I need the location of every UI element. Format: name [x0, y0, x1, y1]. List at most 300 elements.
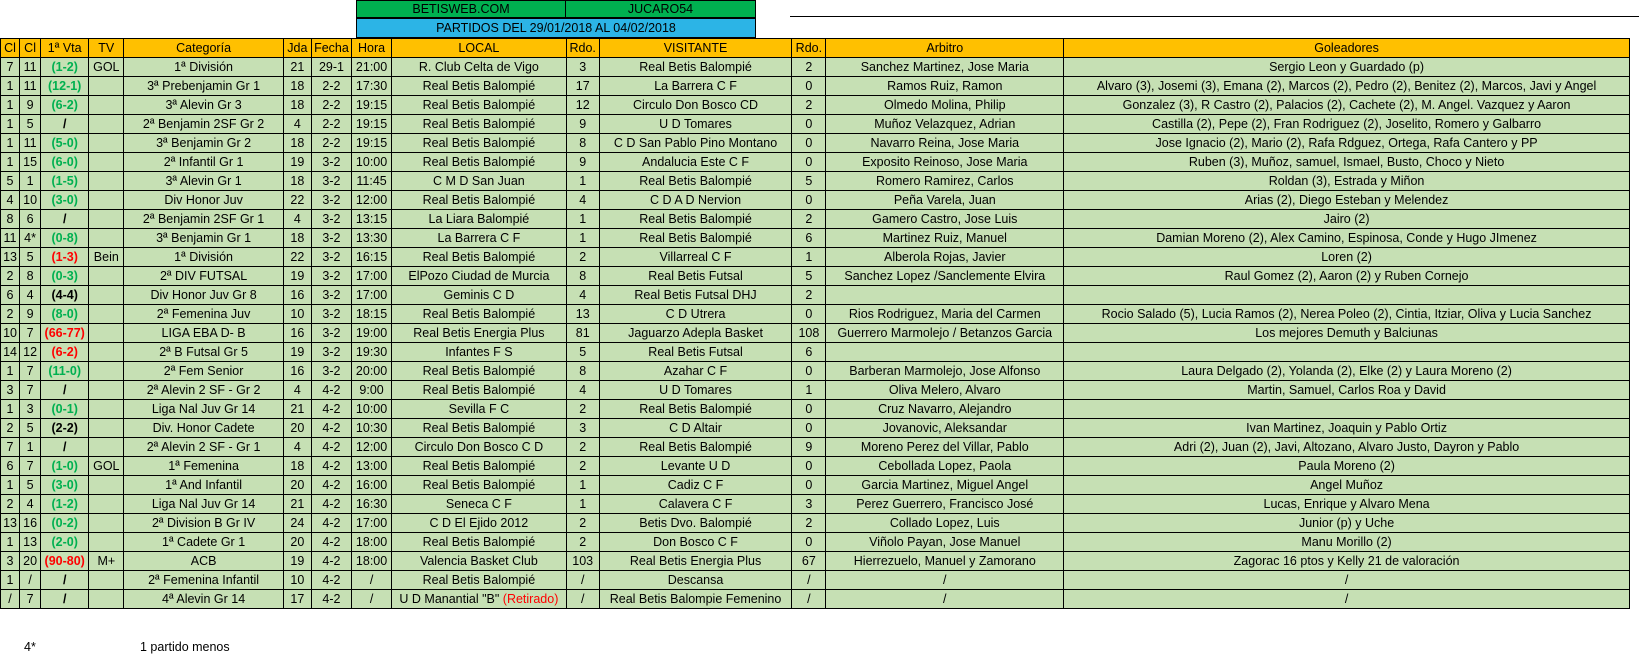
cell-matchday: 19 [283, 343, 311, 362]
cell-time: 16:30 [352, 495, 392, 514]
cell-tv [89, 77, 124, 96]
cell-home: C D El Ejido 2012 [392, 514, 567, 533]
cell-away-score: 0 [792, 191, 826, 210]
first-leg-score: (1-5) [51, 174, 78, 188]
cell-matchday: 10 [283, 305, 311, 324]
cell-first-leg [41, 96, 89, 115]
cell-cl1: 2 [1, 305, 20, 324]
cell-category: 2ª Femenina Juv [124, 305, 283, 324]
table-row [1, 590, 1630, 609]
cell-referee: Rios Rodriguez, Maria del Carmen [826, 305, 1064, 324]
first-leg-score: (6-0) [51, 155, 78, 169]
cell-cl2: 4 [20, 495, 41, 514]
cell-category: Div. Honor Cadete [124, 419, 283, 438]
cell-cl1: 7 [1, 58, 20, 77]
cell-away: Real Betis Balompié [599, 210, 792, 229]
column-header: Categoría [124, 39, 283, 58]
cell-category: 4ª Alevin Gr 14 [124, 590, 283, 609]
cell-tv [89, 381, 124, 400]
table-row [1, 210, 1630, 229]
cell-first-leg [41, 115, 89, 134]
first-leg-score: (6-2) [51, 98, 78, 112]
withdrawn-note: (Retirado) [502, 592, 559, 606]
cell-tv [89, 96, 124, 115]
cell-home-score: / [566, 571, 599, 590]
first-leg-score: (0-8) [51, 231, 78, 245]
cell-category: 1ª División [124, 58, 283, 77]
cell-home: Real Betis Balompié [392, 115, 567, 134]
cell-referee [826, 286, 1064, 305]
cell-cl1: 2 [1, 267, 20, 286]
cell-matchday: 20 [283, 419, 311, 438]
table-row [1, 514, 1630, 533]
first-leg-score: / [62, 573, 67, 587]
cell-home: Valencia Basket Club [392, 552, 567, 571]
cell-cl2: 15 [20, 153, 41, 172]
cell-tv [89, 134, 124, 153]
cell-cl1: 6 [1, 286, 20, 305]
cell-first-leg [41, 400, 89, 419]
cell-matchday: 21 [283, 58, 311, 77]
cell-tv [89, 362, 124, 381]
table-row [1, 267, 1630, 286]
column-header: LOCAL [392, 39, 567, 58]
period-title: PARTIDOS DEL 29/01/2018 AL 04/02/2018 [356, 18, 756, 38]
cell-referee: Olmedo Molina, Philip [826, 96, 1064, 115]
cell-scorers: Ivan Martinez, Joaquin y Pablo Ortiz [1064, 419, 1630, 438]
cell-home: Real Betis Balompié [392, 96, 567, 115]
cell-away: Descansa [599, 571, 792, 590]
cell-cl1: 1 [1, 115, 20, 134]
cell-cl2: 7 [20, 324, 41, 343]
cell-away-score: 1 [792, 381, 826, 400]
cell-date: 4-2 [311, 400, 351, 419]
cell-date: 4-2 [311, 476, 351, 495]
cell-first-leg [41, 533, 89, 552]
cell-category: LIGA EBA D- B [124, 324, 283, 343]
cell-home: Sevilla F C [392, 400, 567, 419]
table-row [1, 77, 1630, 96]
cell-scorers [1064, 286, 1630, 305]
cell-first-leg [41, 248, 89, 267]
cell-date: 29-1 [311, 58, 351, 77]
cell-away-score: 2 [792, 58, 826, 77]
cell-first-leg [41, 153, 89, 172]
first-leg-score: (5-0) [51, 136, 78, 150]
cell-date: 2-2 [311, 77, 351, 96]
cell-away: Calavera C F [599, 495, 792, 514]
cell-scorers: Damian Moreno (2), Alex Camino, Espinosa, Conde y Hugo JImenez [1064, 229, 1630, 248]
cell-scorers: Gonzalez (3), R Castro (2), Palacios (2), Cachete (2), M. Angel. Vazquez y Aaron [1064, 96, 1630, 115]
column-header: Cl [20, 39, 41, 58]
cell-date: 4-2 [311, 590, 351, 609]
cell-referee: Cebollada Lopez, Paola [826, 457, 1064, 476]
cell-date: 2-2 [311, 134, 351, 153]
cell-category: 3ª Alevin Gr 1 [124, 172, 283, 191]
cell-home-score: 2 [566, 248, 599, 267]
cell-home [392, 590, 567, 609]
cell-home-score: 13 [566, 305, 599, 324]
cell-time: 17:00 [352, 286, 392, 305]
cell-cl1: 14 [1, 343, 20, 362]
cell-category: 2ª Alevin 2 SF - Gr 1 [124, 438, 283, 457]
cell-cl2: 5 [20, 115, 41, 134]
column-header: 1ª Vta [41, 39, 89, 58]
cell-referee: Exposito Reinoso, Jose Maria [826, 153, 1064, 172]
cell-scorers: Jairo (2) [1064, 210, 1630, 229]
cell-matchday: 19 [283, 552, 311, 571]
column-header: Fecha [311, 39, 351, 58]
cell-first-leg [41, 134, 89, 153]
cell-cl2: 3 [20, 400, 41, 419]
cell-category: 2ª DIV FUTSAL [124, 267, 283, 286]
cell-away: C D Altair [599, 419, 792, 438]
cell-cl1: / [1, 590, 20, 609]
cell-matchday: 16 [283, 362, 311, 381]
cell-away-score: 0 [792, 400, 826, 419]
cell-tv: GOL [89, 457, 124, 476]
cell-home-score: 1 [566, 476, 599, 495]
first-leg-score: / [62, 440, 67, 454]
cell-cl1: 1 [1, 134, 20, 153]
column-header: Goleadores [1064, 39, 1630, 58]
cell-scorers: Arias (2), Diego Esteban y Melendez [1064, 191, 1630, 210]
table-row [1, 248, 1630, 267]
first-leg-score: (0-3) [51, 269, 78, 283]
cell-scorers: Roldan (3), Estrada y Miñon [1064, 172, 1630, 191]
cell-category: 2ª Division B Gr IV [124, 514, 283, 533]
first-leg-score: (0-2) [51, 516, 78, 530]
cell-away-score: 0 [792, 419, 826, 438]
cell-tv [89, 115, 124, 134]
first-leg-score: (4-4) [51, 288, 78, 302]
cell-cl2: 11 [20, 134, 41, 153]
column-header: Jda [283, 39, 311, 58]
cell-matchday: 18 [283, 77, 311, 96]
cell-time: 10:00 [352, 400, 392, 419]
cell-cl1: 2 [1, 495, 20, 514]
cell-away: C D San Pablo Pino Montano [599, 134, 792, 153]
cell-away: Real Betis Futsal [599, 267, 792, 286]
cell-date: 3-2 [311, 305, 351, 324]
first-leg-score: (6-2) [51, 345, 78, 359]
cell-time: 16:00 [352, 476, 392, 495]
cell-away: Real Betis Balompié [599, 229, 792, 248]
cell-date: 4-2 [311, 514, 351, 533]
cell-cl1: 11 [1, 229, 20, 248]
cell-away: Jaguarzo Adepla Basket [599, 324, 792, 343]
cell-home-score: 1 [566, 210, 599, 229]
cell-category: 2ª Benjamin 2SF Gr 1 [124, 210, 283, 229]
cell-time: 18:15 [352, 305, 392, 324]
cell-cl1: 5 [1, 172, 20, 191]
cell-category: Div Honor Juv [124, 191, 283, 210]
cell-home: Real Betis Balompié [392, 305, 567, 324]
cell-tv [89, 172, 124, 191]
cell-home: Real Betis Balompié [392, 134, 567, 153]
site-label: BETISWEB.COM [356, 0, 566, 18]
cell-first-leg [41, 343, 89, 362]
cell-date: 3-2 [311, 286, 351, 305]
cell-home: Real Betis Balompié [392, 571, 567, 590]
first-leg-score: (8-0) [51, 307, 78, 321]
cell-first-leg [41, 305, 89, 324]
cell-matchday: 21 [283, 400, 311, 419]
cell-date: 3-2 [311, 362, 351, 381]
cell-matchday: 18 [283, 134, 311, 153]
cell-first-leg [41, 191, 89, 210]
cell-first-leg [41, 324, 89, 343]
cell-first-leg [41, 590, 89, 609]
cell-away-score: 0 [792, 476, 826, 495]
matches-table [0, 38, 1630, 609]
cell-time: 20:00 [352, 362, 392, 381]
cell-date: 3-2 [311, 172, 351, 191]
cell-date: 3-2 [311, 229, 351, 248]
table-row [1, 457, 1630, 476]
cell-matchday: 10 [283, 571, 311, 590]
cell-home-score: 4 [566, 191, 599, 210]
table-row [1, 362, 1630, 381]
cell-home: Geminis C D [392, 286, 567, 305]
cell-cl2: / [20, 571, 41, 590]
table-row [1, 533, 1630, 552]
footnote-text: 1 partido menos [140, 640, 230, 654]
cell-home-score: 81 [566, 324, 599, 343]
cell-home: Real Betis Balompié [392, 153, 567, 172]
cell-cl1: 4 [1, 191, 20, 210]
cell-date: 4-2 [311, 419, 351, 438]
cell-scorers: Castilla (2), Pepe (2), Fran Rodriguez (2), Joselito, Romero y Galbarro [1064, 115, 1630, 134]
cell-time: 13:00 [352, 457, 392, 476]
cell-matchday: 4 [283, 210, 311, 229]
column-header: TV [89, 39, 124, 58]
cell-away-score: 6 [792, 229, 826, 248]
first-leg-score: (2-0) [51, 535, 78, 549]
table-row [1, 96, 1630, 115]
cell-away-score: 0 [792, 362, 826, 381]
cell-home-score: 2 [566, 457, 599, 476]
cell-home-score: 2 [566, 438, 599, 457]
cell-scorers: Alvaro (3), Josemi (3), Emana (2), Marcos (2), Pedro (2), Benitez (2), Marcos, Javi y Angel [1064, 77, 1630, 96]
cell-home-score: 1 [566, 172, 599, 191]
cell-referee: Alberola Rojas, Javier [826, 248, 1064, 267]
cell-away: Andalucia Este C F [599, 153, 792, 172]
cell-cl2: 1 [20, 172, 41, 191]
cell-cl1: 1 [1, 362, 20, 381]
cell-away-score: 108 [792, 324, 826, 343]
cell-away: C D Utrera [599, 305, 792, 324]
cell-cl1: 1 [1, 96, 20, 115]
cell-away-score: 0 [792, 457, 826, 476]
cell-category: 3ª Alevin Gr 3 [124, 96, 283, 115]
cell-scorers: Martin, Samuel, Carlos Roa y David [1064, 381, 1630, 400]
cell-matchday: 4 [283, 381, 311, 400]
footnote-mark: 4* [24, 640, 36, 654]
table-row [1, 229, 1630, 248]
cell-referee: Moreno Perez del Villar, Pablo [826, 438, 1064, 457]
cell-cl2: 20 [20, 552, 41, 571]
author-label: JUCARO54 [565, 0, 756, 18]
cell-first-leg [41, 58, 89, 77]
cell-away-score: 0 [792, 153, 826, 172]
cell-away-score: 1 [792, 248, 826, 267]
cell-time: 17:30 [352, 77, 392, 96]
cell-category: 2ª B Futsal Gr 5 [124, 343, 283, 362]
cell-away-score: 9 [792, 438, 826, 457]
cell-cl1: 1 [1, 153, 20, 172]
cell-date: 3-2 [311, 191, 351, 210]
cell-time: 13:15 [352, 210, 392, 229]
cell-scorers: Sergio Leon y Guardado (p) [1064, 58, 1630, 77]
cell-home-score: 12 [566, 96, 599, 115]
column-header: Cl [1, 39, 20, 58]
cell-time: 10:30 [352, 419, 392, 438]
cell-cl2: 8 [20, 267, 41, 286]
cell-away: C D A D Nervion [599, 191, 792, 210]
cell-scorers: Loren (2) [1064, 248, 1630, 267]
cell-away: Don Bosco C F [599, 533, 792, 552]
cell-away: Real Betis Energia Plus [599, 552, 792, 571]
table-header-row [1, 39, 1630, 58]
cell-time: 9:00 [352, 381, 392, 400]
cell-date: 3-2 [311, 267, 351, 286]
cell-away: Levante U D [599, 457, 792, 476]
first-leg-score: (3-0) [51, 193, 78, 207]
cell-away-score: 6 [792, 343, 826, 362]
cell-scorers: Ruben (3), Muñoz, samuel, Ismael, Busto, Choco y Nieto [1064, 153, 1630, 172]
cell-tv [89, 438, 124, 457]
cell-scorers: Zagorac 16 ptos y Kelly 21 de valoración [1064, 552, 1630, 571]
cell-cl2: 16 [20, 514, 41, 533]
cell-away: Real Betis Balompié [599, 400, 792, 419]
cell-scorers: / [1064, 571, 1630, 590]
cell-first-leg [41, 362, 89, 381]
cell-home: R. Club Celta de Vigo [392, 58, 567, 77]
cell-home: Circulo Don Bosco C D [392, 438, 567, 457]
cell-time: 16:15 [352, 248, 392, 267]
cell-category: 2ª Femenina Infantil [124, 571, 283, 590]
cell-first-leg [41, 267, 89, 286]
cell-time: 19:15 [352, 115, 392, 134]
cell-matchday: 20 [283, 533, 311, 552]
cell-cl1: 8 [1, 210, 20, 229]
cell-date: 4-2 [311, 495, 351, 514]
first-leg-score: / [62, 212, 67, 226]
cell-cl1: 6 [1, 457, 20, 476]
cell-away: Real Betis Futsal DHJ [599, 286, 792, 305]
cell-away: Cadiz C F [599, 476, 792, 495]
cell-time: / [352, 571, 392, 590]
cell-referee: Navarro Reina, Jose Maria [826, 134, 1064, 153]
cell-away-score: 2 [792, 96, 826, 115]
table-row [1, 495, 1630, 514]
cell-home: Real Betis Balompié [392, 362, 567, 381]
first-leg-score: (66-77) [44, 326, 85, 340]
cell-away: Villarreal C F [599, 248, 792, 267]
cell-scorers [1064, 400, 1630, 419]
cell-cl2: 4 [20, 286, 41, 305]
cell-matchday: 22 [283, 248, 311, 267]
table-row [1, 134, 1630, 153]
cell-date: 4-2 [311, 457, 351, 476]
cell-home: ElPozo Ciudad de Murcia [392, 267, 567, 286]
table-row [1, 438, 1630, 457]
cell-tv [89, 153, 124, 172]
cell-home-score: / [566, 590, 599, 609]
cell-tv [89, 514, 124, 533]
cell-referee: Romero Ramirez, Carlos [826, 172, 1064, 191]
cell-date: 3-2 [311, 324, 351, 343]
table-row [1, 381, 1630, 400]
cell-category: 3ª Prebenjamin Gr 1 [124, 77, 283, 96]
cell-cl2: 1 [20, 438, 41, 457]
table-row [1, 58, 1630, 77]
cell-first-leg [41, 286, 89, 305]
cell-time: 11:45 [352, 172, 392, 191]
cell-date: 3-2 [311, 343, 351, 362]
cell-away-score: 2 [792, 210, 826, 229]
first-leg-score: / [62, 383, 67, 397]
cell-away-score: 0 [792, 115, 826, 134]
cell-tv [89, 571, 124, 590]
cell-home: Real Betis Balompié [392, 533, 567, 552]
cell-tv [89, 305, 124, 324]
cell-home: La Barrera C F [392, 229, 567, 248]
cell-home-score: 17 [566, 77, 599, 96]
cell-date: 3-2 [311, 248, 351, 267]
cell-category: 2ª Infantil Gr 1 [124, 153, 283, 172]
first-leg-score: (0-1) [51, 402, 78, 416]
cell-cl2: 12 [20, 343, 41, 362]
cell-cl2: 7 [20, 362, 41, 381]
cell-home-score: 103 [566, 552, 599, 571]
cell-cl2: 5 [20, 476, 41, 495]
cell-scorers [1064, 343, 1630, 362]
table-row [1, 153, 1630, 172]
cell-category: 1ª Femenina [124, 457, 283, 476]
cell-home: C M D San Juan [392, 172, 567, 191]
cell-scorers: Rocio Salado (5), Lucia Ramos (2), Nerea Poleo (2), Cintia, Itziar, Oliva y Lucia Sanchez [1064, 305, 1630, 324]
cell-cl1: 13 [1, 248, 20, 267]
cell-first-leg [41, 495, 89, 514]
cell-referee: Martinez Ruiz, Manuel [826, 229, 1064, 248]
cell-referee: Gamero Castro, Jose Luis [826, 210, 1064, 229]
cell-home: Real Betis Balompié [392, 77, 567, 96]
cell-home-score: 8 [566, 134, 599, 153]
cell-matchday: 19 [283, 153, 311, 172]
cell-category: 2ª Fem Senior [124, 362, 283, 381]
cell-home-score: 5 [566, 343, 599, 362]
cell-home: La Liara Balompié [392, 210, 567, 229]
cell-matchday: 18 [283, 96, 311, 115]
cell-referee: Ramos Ruiz, Ramon [826, 77, 1064, 96]
cell-cl2: 11 [20, 77, 41, 96]
cell-time: 17:00 [352, 267, 392, 286]
cell-matchday: 24 [283, 514, 311, 533]
cell-referee: Sanchez Lopez /Sanclemente Elvira [826, 267, 1064, 286]
cell-cl1: 13 [1, 514, 20, 533]
cell-away: U D Tomares [599, 115, 792, 134]
cell-matchday: 20 [283, 476, 311, 495]
cell-first-leg [41, 552, 89, 571]
cell-time: 19:00 [352, 324, 392, 343]
cell-matchday: 4 [283, 438, 311, 457]
cell-referee: Cruz Navarro, Alejandro [826, 400, 1064, 419]
cell-referee: Sanchez Martinez, Jose Maria [826, 58, 1064, 77]
cell-away: Real Betis Balompié [599, 58, 792, 77]
cell-away-score: 5 [792, 172, 826, 191]
